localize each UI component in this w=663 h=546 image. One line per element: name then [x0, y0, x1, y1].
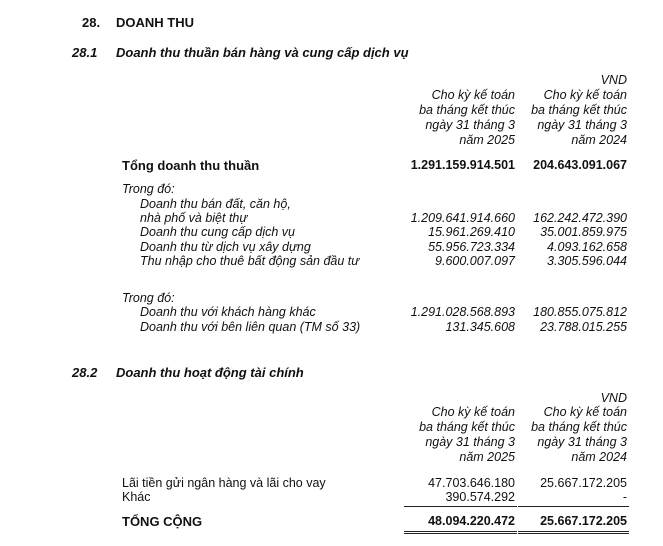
s2-subtotal-rule-2024 [518, 506, 629, 507]
s1-total-label: Tổng doanh thu thuần [122, 158, 260, 173]
s1-g1-row1-label: nhà phố và biệt thự [140, 211, 248, 225]
s1-currency: VND [600, 73, 627, 87]
s2-row1-2025: 47.703.646.180 [428, 476, 515, 490]
s2-total-rule-2024-a [518, 531, 629, 532]
s1-g1-row1-line1: Doanh thu bán đất, căn hộ, [140, 197, 291, 211]
s2-total-2025: 48.094.220.472 [428, 514, 515, 528]
s2-total-label: TỔNG CỘNG [122, 514, 203, 529]
s1-col-header-2025: Cho kỳ kế toán ba tháng kết thúc ngày 31 tháng 3 năm 2025 [419, 88, 515, 147]
s1-g2-row1-label: Doanh thu với khách hàng khác [140, 305, 316, 319]
s1-g1-row2-label: Doanh thu cung cấp dịch vụ [140, 225, 295, 239]
s2-subtotal-rule-2025 [404, 506, 517, 507]
s1-g1-row4-2024: 3.305.596.044 [547, 254, 627, 268]
s2-total-rule-2024-b [518, 533, 629, 534]
section-title: DOANH THU [116, 15, 194, 30]
s2-row2-2025: 390.574.292 [445, 490, 515, 504]
section-number: 28. [82, 15, 101, 30]
s1-g1-row2-2024: 35.001.859.975 [540, 225, 627, 239]
s1-group2-label: Trong đó: [122, 291, 175, 305]
subsection-1-title: Doanh thu thuần bán hàng và cung cấp dịch vụ [116, 45, 409, 60]
s1-g1-row3-2024: 4.093.162.658 [547, 240, 627, 254]
subsection-2-number: 28.2 [72, 365, 98, 380]
s1-g1-row3-label: Doanh thu từ dịch vụ xây dựng [140, 240, 311, 254]
subsection-1-number: 28.1 [72, 45, 98, 60]
s2-col-header-2024: Cho kỳ kế toán ba tháng kết thúc ngày 31 tháng 3 năm 2024 [531, 405, 627, 464]
s1-g2-row1-2025: 1.291.028.568.893 [410, 305, 515, 319]
s1-g1-row4-2025: 9.600.007.097 [435, 254, 515, 268]
s2-row2-2024: - [622, 490, 627, 504]
s1-total-2025: 1.291.159.914.501 [410, 158, 515, 172]
s2-row2-label: Khác [122, 490, 151, 504]
s2-total-2024: 25.667.172.205 [540, 514, 627, 528]
s2-row1-label: Lãi tiền gửi ngân hàng và lãi cho vay [122, 476, 326, 490]
s2-row1-2024: 25.667.172.205 [540, 476, 627, 490]
s1-total-2024: 204.643.091.067 [533, 158, 627, 172]
s2-total-rule-2025-a [404, 531, 517, 532]
s1-g1-row4-label: Thu nhập cho thuê bất động sản đầu tư [140, 254, 360, 268]
s1-g2-row2-2024: 23.788.015.255 [540, 320, 627, 334]
s1-g2-row2-2025: 131.345.608 [445, 320, 515, 334]
s2-total-rule-2025-b [404, 533, 517, 534]
s1-g1-row1-2025: 1.209.641.914.660 [410, 211, 515, 225]
s1-g2-row2-label: Doanh thu với bên liên quan (TM số 33) [140, 320, 361, 334]
s1-g1-row2-2025: 15.961.269.410 [428, 225, 515, 239]
subsection-2-title: Doanh thu hoạt động tài chính [116, 365, 304, 380]
s1-col-header-2024: Cho kỳ kế toán ba tháng kết thúc ngày 31 tháng 3 năm 2024 [531, 88, 627, 147]
s1-g2-row1-2024: 180.855.075.812 [533, 305, 627, 319]
s1-g1-row3-2025: 55.956.723.334 [428, 240, 515, 254]
s1-g1-row1-2024: 162.242.472.390 [533, 211, 627, 225]
s2-col-header-2025: Cho kỳ kế toán ba tháng kết thúc ngày 31 tháng 3 năm 2025 [419, 405, 515, 464]
s1-group1-label: Trong đó: [122, 182, 175, 196]
s2-currency: VND [600, 391, 627, 405]
